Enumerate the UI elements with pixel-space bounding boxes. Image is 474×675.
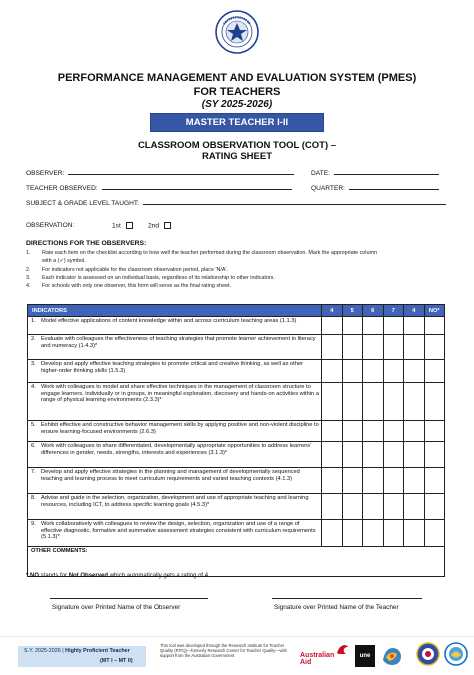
teacher-observed-field[interactable] [26, 183, 292, 192]
observer-signature-line[interactable] [50, 598, 208, 599]
not-observed-header: NO* [424, 305, 445, 317]
not-observed-cell[interactable] [424, 520, 445, 547]
position-banner: MASTER TEACHER I-II [151, 114, 323, 131]
tool-title: CLASSROOM OBSERVATION TOOL (COT) – [137, 140, 337, 151]
not-observed-cell[interactable] [424, 421, 445, 442]
indicator-text: Develop and apply effective strategies in the planning and management of developmentally sequenced teaching and learning process to meet curriculum requirements and varied teaching contexts (4.1.3) [41, 469, 300, 482]
rating-cell[interactable] [363, 468, 384, 494]
rating-cell[interactable] [404, 335, 425, 360]
indicators-header: INDICATORS [28, 305, 322, 317]
other-comments-row [28, 547, 445, 577]
indicator-number: 4. [31, 384, 36, 390]
system-title-line2: FOR TEACHERS [193, 86, 281, 98]
rating-cell[interactable] [322, 468, 343, 494]
rating-cell[interactable] [404, 442, 425, 468]
table-row [28, 383, 445, 421]
footnote-rest: which automatically gets a rating of 4. [108, 573, 210, 579]
table-row [28, 317, 445, 335]
kangaroo-icon [335, 643, 349, 655]
seal-logo-icon [444, 642, 468, 666]
teacher-signature-line[interactable] [272, 598, 422, 599]
not-observed-cell[interactable] [424, 360, 445, 383]
rating-cell[interactable] [322, 442, 343, 468]
rating-cell[interactable] [383, 468, 404, 494]
rating-cell[interactable] [342, 421, 363, 442]
direction-text: with a (✓) symbol. [42, 258, 86, 264]
subject-grade-field[interactable] [26, 198, 446, 207]
rating-cell[interactable] [404, 317, 425, 335]
direction-number: 4. [26, 283, 31, 289]
rating-cell[interactable] [342, 317, 363, 335]
indicator-cell [28, 335, 322, 360]
subject-grade-label: SUBJECT & GRADE LEVEL TAUGHT: [26, 200, 139, 207]
table-row [28, 468, 445, 494]
rating-cell[interactable] [383, 360, 404, 383]
indicator-cell [28, 317, 322, 335]
not-observed-cell[interactable] [424, 335, 445, 360]
tool-subtitle: RATING SHEET [201, 151, 273, 162]
observation-field [26, 222, 74, 229]
footnote-not-observed: Not Observed [68, 573, 109, 579]
rating-cell[interactable] [322, 317, 343, 335]
first-observation-option[interactable] [112, 222, 133, 229]
rating-cell[interactable] [322, 494, 343, 520]
rating-cell[interactable] [342, 335, 363, 360]
indicator-text: Evaluate with colleagues the effectiveness of teaching strategies that promote learner achievement in literacy and numeracy (1.4.3)* [41, 336, 316, 349]
rating-cell[interactable] [363, 421, 384, 442]
rating-cell[interactable] [404, 383, 425, 421]
indicator-cell [28, 468, 322, 494]
indicator-number: 8. [31, 495, 36, 501]
rating-cell[interactable] [342, 494, 363, 520]
rating-cell[interactable] [404, 494, 425, 520]
rating-cell[interactable] [363, 335, 384, 360]
rctq-logo-icon [416, 642, 440, 666]
indicator-text: Advise and guide in the selection, organization, development and use of appropriate teaching and learning resources, including ICT, to address specific learning goals (4.5.3)* [41, 495, 309, 508]
date-field[interactable] [311, 168, 439, 177]
not-observed-cell[interactable] [424, 468, 445, 494]
rating-cell[interactable] [383, 335, 404, 360]
direction-text: Each indicator is assessed on an individual basis, regardless of its relationship to other indicators. [42, 275, 275, 281]
footer-sy [24, 648, 130, 654]
not-observed-cell[interactable] [424, 494, 445, 520]
footer-note: This tool was developed through the Research Institute for Teacher Quality (RITQ)—formerly Research Center for Teacher Quality—with support from the Australian Government [160, 643, 287, 659]
rating-cell[interactable] [363, 317, 384, 335]
footnote-no: * NO [26, 573, 40, 579]
rating-cell[interactable] [322, 520, 343, 547]
observer-signature-label: Signature over Printed Name of the Observer [52, 604, 181, 611]
rating-cell[interactable] [363, 520, 384, 547]
australian-text: Australian [300, 652, 335, 659]
rating-cell[interactable] [383, 494, 404, 520]
observer-input-line[interactable] [68, 168, 294, 175]
rating-cell[interactable] [322, 421, 343, 442]
rating-cell[interactable] [342, 468, 363, 494]
directions-title: DIRECTIONS FOR THE OBSERVERS: [26, 240, 147, 247]
direction-text: For indicators not applicable for the classroom observation period, place 'N/A'. [42, 267, 229, 273]
table-row [28, 494, 445, 520]
indicator-number: 5. [31, 422, 36, 428]
teacher-signature-label: Signature over Printed Name of the Teacher [274, 604, 399, 611]
quarter-label: QUARTER: [311, 185, 345, 192]
rating-cell[interactable] [383, 442, 404, 468]
observation-label: OBSERVATION: [26, 222, 75, 229]
observer-label: OBSERVER: [26, 170, 65, 177]
une-text: une [355, 645, 375, 667]
aid-text: Aid [300, 659, 312, 666]
rating-cell[interactable] [342, 360, 363, 383]
second-checkbox[interactable] [164, 222, 171, 229]
indicator-number: 9. [31, 521, 36, 527]
direction-number: 3. [26, 275, 31, 281]
rating-cell[interactable] [342, 442, 363, 468]
not-observed-cell[interactable] [424, 383, 445, 421]
not-observed-cell[interactable] [424, 317, 445, 335]
rating-table [27, 304, 445, 577]
rating-cell[interactable] [383, 383, 404, 421]
school-year: (SY 2025-2026) [201, 99, 273, 110]
quarter-input-line[interactable] [349, 183, 439, 190]
snt-logo-icon [379, 644, 405, 668]
indicator-cell [28, 442, 322, 468]
first-checkbox[interactable] [126, 222, 133, 229]
indicator-cell [28, 494, 322, 520]
rating-cell[interactable] [383, 317, 404, 335]
indicator-text: Develop and apply effective teaching strategies to promote critical and creative thinking, as well as other higher-order thinking skills (1.5.3) [41, 361, 303, 374]
une-logo-icon [355, 645, 375, 667]
rating-cell[interactable] [342, 383, 363, 421]
rating-cell[interactable] [363, 360, 384, 383]
footnote-text: stands for [39, 573, 69, 579]
table-row [28, 442, 445, 468]
footer-career-stage: Highly Proficient Teacher [65, 648, 130, 654]
indicator-number: 1. [31, 318, 36, 324]
table-row [28, 421, 445, 442]
indicator-cell [28, 421, 322, 442]
score-header: 5 [342, 305, 363, 317]
rating-cell[interactable] [363, 494, 384, 520]
score-header: 4 [322, 305, 343, 317]
indicator-text: Exhibit effective and constructive behavior management skills by applying positive and non-violent discipline to ensure learning-focused environments (2.6.3) [41, 422, 319, 435]
observer-field[interactable] [26, 168, 294, 177]
direction-text: Rate each item on the checklist according to how well the teacher performed during the classroom observation. Mark the appropriate column [42, 250, 377, 256]
system-title: PERFORMANCE MANAGEMENT AND EVALUATION SYSTEM (PMES) [57, 72, 417, 84]
rating-cell[interactable] [404, 360, 425, 383]
indicator-cell [28, 360, 322, 383]
indicator-text: Work collaboratively with colleagues to review the design, selection, organization and use of a range of effective diagnostic, formative and summative assessment strategies consistent with curriculum requirements (5.1.3)* [41, 521, 316, 541]
teacher-observed-label: TEACHER OBSERVED: [26, 185, 98, 192]
rating-cell[interactable] [363, 442, 384, 468]
rating-cell[interactable] [322, 360, 343, 383]
table-row [28, 360, 445, 383]
footer-sy-text: S.Y. 2025-2026 | [24, 648, 66, 654]
score-header: 7 [383, 305, 404, 317]
teacher-input-line[interactable] [102, 183, 292, 190]
rating-cell[interactable] [404, 520, 425, 547]
rating-cell[interactable] [404, 421, 425, 442]
australian-aid-logo-icon [300, 652, 334, 666]
indicator-text: Work with colleagues to model and share effective techniques in the management of classroom structure to engage learners, individually or in groups, in meaningful exploration, discovery and hands-on activities within a range of physical learning environments (2.3.3)* [41, 384, 319, 404]
deped-seal-icon [215, 10, 259, 54]
indicator-number: 3. [31, 361, 36, 367]
footnote [26, 573, 210, 579]
indicator-number: 2. [31, 336, 36, 342]
table-header-row [28, 305, 445, 317]
second-observation-option[interactable] [148, 222, 171, 229]
other-comments-label: OTHER COMMENTS: [31, 548, 88, 554]
direction-text: For schools with only one observer, this form will serve as the final rating sheet. [42, 283, 232, 289]
rating-cell[interactable] [363, 383, 384, 421]
rating-cell[interactable] [383, 520, 404, 547]
indicator-text: Work with colleagues to share differentiated, developmentally appropriate opportunities to address learners' differences in gender, needs, strengths, interests and experiences (3.1.3)* [41, 443, 312, 456]
quarter-field[interactable] [311, 183, 439, 192]
indicator-text: Model effective applications of content knowledge within and across curriculum teaching areas (1.1.3) [41, 318, 297, 324]
second-label: 2nd [148, 222, 160, 230]
rating-cell[interactable] [383, 421, 404, 442]
table-row [28, 520, 445, 547]
rating-cell[interactable] [322, 383, 343, 421]
rating-cell[interactable] [342, 520, 363, 547]
other-comments-cell[interactable] [28, 547, 445, 577]
rating-cell[interactable] [322, 335, 343, 360]
first-label: 1st [112, 222, 121, 230]
direction-number: 1. [26, 250, 31, 256]
rating-cell[interactable] [404, 468, 425, 494]
table-row [28, 335, 445, 360]
score-header: 4 [404, 305, 425, 317]
indicator-cell [28, 520, 322, 547]
date-label: DATE: [311, 170, 330, 177]
indicator-number: 7. [31, 469, 36, 475]
indicator-number: 6. [31, 443, 36, 449]
footer-level: (MT I – MT II) [100, 658, 133, 664]
score-header: 6 [363, 305, 384, 317]
subject-input-line[interactable] [143, 198, 446, 205]
direction-number: 2. [26, 267, 31, 273]
date-input-line[interactable] [334, 168, 439, 175]
not-observed-cell[interactable] [424, 442, 445, 468]
indicator-cell [28, 383, 322, 421]
